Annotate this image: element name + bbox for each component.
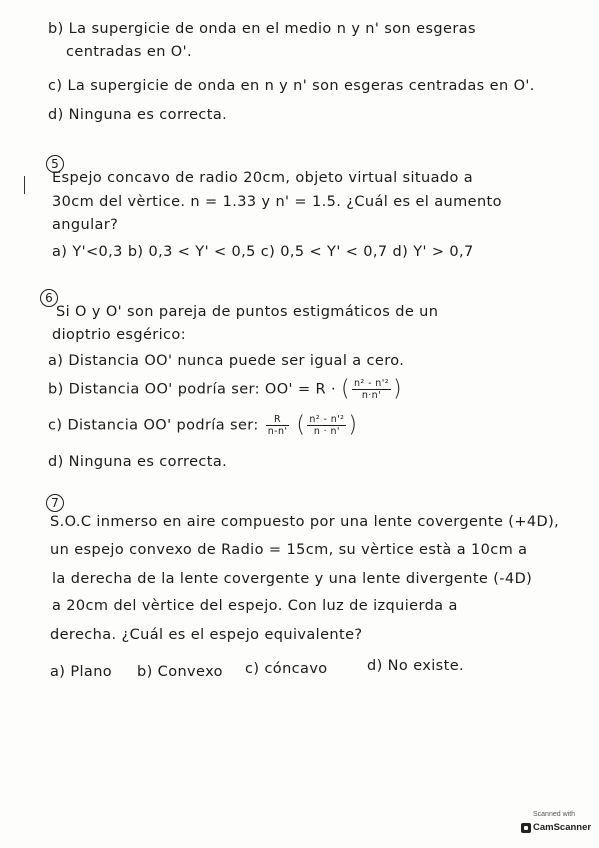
paren-open: (: [296, 412, 306, 438]
fraction-numerator: R: [266, 414, 290, 426]
q7-option-c: c) cóncavo: [245, 661, 328, 677]
q7-line1: S.O.C inmerso en aire compuesto por una lente covergente (+4D),: [50, 514, 560, 530]
q6-option-c: [48, 414, 357, 437]
question-7-number: 7: [46, 494, 64, 512]
paren-open: (: [341, 376, 351, 402]
q4-option-d: d) Ninguna es correcta.: [48, 107, 228, 123]
q7-line5: derecha. ¿Cuál es el espejo equivalente?: [50, 627, 363, 643]
q5-line3: angular?: [52, 217, 119, 233]
margin-mark: [24, 176, 25, 194]
paren-close: ): [348, 412, 358, 438]
q6-option-a: a) Distancia OO' nunca puede ser igual a cero.: [48, 353, 405, 369]
q5-line2: 30cm del vèrtice. n = 1.33 y n' = 1.5. ¿Cuál es el aumento: [52, 194, 502, 210]
q7-line4: a 20cm del vèrtice del espejo. Con luz de izquierda a: [52, 598, 458, 614]
q5-options: a) Y'<0,3 b) 0,3 < Y' < 0,5 c) 0,5 < Y' < 0,7 d) Y' > 0,7: [52, 244, 474, 260]
q5-line1: Espejo concavo de radio 20cm, objeto virtual situado a: [52, 170, 474, 186]
question-6-number: 6: [40, 289, 58, 307]
fraction-denominator: n · n': [313, 426, 340, 437]
question-5-number: 5: [46, 155, 64, 173]
q6-option-b-fraction: [352, 378, 391, 401]
paren-close: ): [392, 376, 402, 402]
q6-option-d: d) Ninguna es correcta.: [48, 454, 228, 470]
q6-option-c-fraction-1: [266, 414, 290, 437]
q4-option-b-line2: centradas en O'.: [66, 44, 192, 60]
q6-option-b: [48, 378, 402, 401]
q6-line2: dioptrio esgérico:: [52, 327, 186, 343]
q7-option-d: d) No existe.: [367, 658, 465, 674]
q7-option-a: a) Plano: [50, 664, 113, 680]
q6-option-c-fraction-2: [307, 414, 346, 437]
q4-option-c: c) La supergicie de onda en n y n' son esgeras centradas en O'.: [48, 78, 535, 94]
camscanner-logo-icon: [521, 823, 531, 833]
fraction-denominator: n-n': [267, 426, 288, 437]
fraction-numerator: n² - n'²: [354, 378, 389, 389]
q7-line2: un espejo convexo de Radio = 15cm, su vèrtice està a 10cm a: [50, 542, 528, 558]
fraction-numerator: n² - n'²: [309, 414, 345, 425]
q7-line3: la derecha de la lente covergente y una lente divergente (-4D): [52, 571, 533, 587]
q6-line1: Si O y O' son pareja de puntos estigmáticos de un: [56, 304, 439, 320]
q6-option-c-text: c) Distancia OO' podría ser:: [48, 417, 259, 434]
q6-option-b-text: b) Distancia OO' podría ser: OO' = R ·: [48, 381, 337, 398]
camscanner-watermark: [519, 811, 592, 837]
q4-option-b-line1: b) La supergicie de onda en el medio n y n' son esgeras: [48, 21, 476, 37]
watermark-caption: Scanned with: [533, 811, 576, 818]
q7-option-b: b) Convexo: [137, 664, 223, 680]
fraction-denominator: n·n': [361, 390, 382, 401]
watermark-brand: CamScanner: [533, 822, 592, 833]
